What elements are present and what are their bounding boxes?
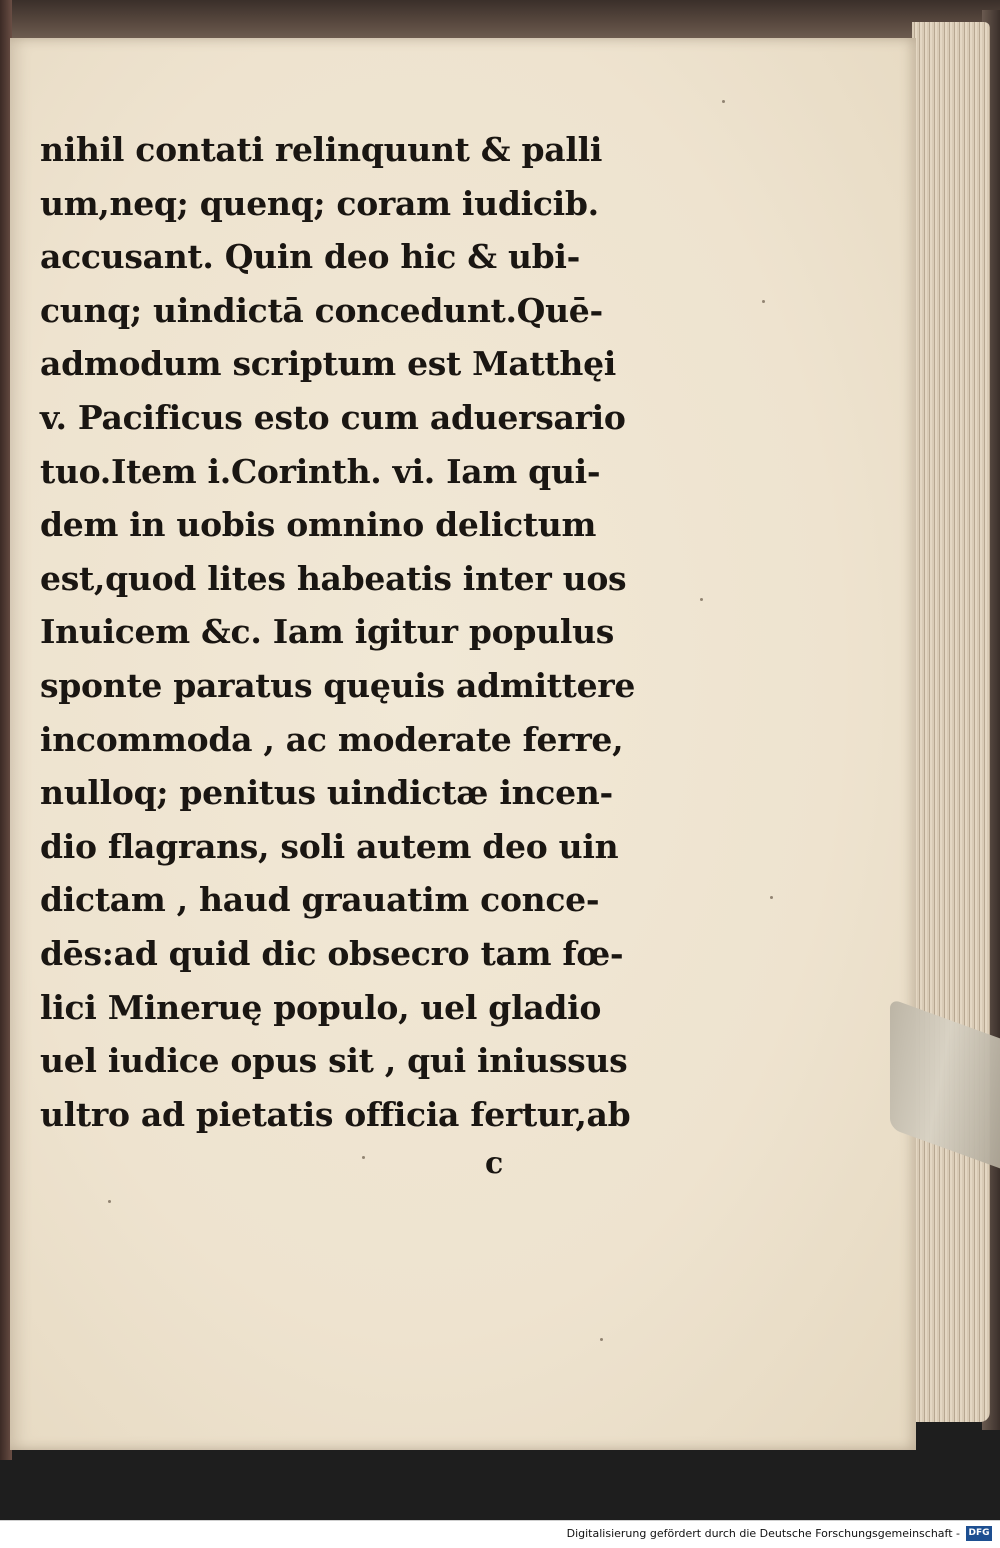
text-line: dictam , haud grauatim conce- [40,880,600,920]
text-line: accusant. Quin deo hic & ubi- [40,237,581,277]
book-page [10,38,916,1450]
paper-speck [722,100,725,103]
paper-speck [770,896,773,899]
paper-speck [600,1338,603,1341]
text-line: nihil contati relinquunt & palli [40,130,603,169]
paper-speck [762,300,765,303]
text-line: incommoda , ac moderate ferre, [40,719,624,759]
digitization-footer [0,1520,1000,1548]
text-line: cunq; uindictā concedunt.Quē- [40,290,603,330]
text-line: dem in uobis omnino delictum [40,505,597,545]
text-line: um,neq; quenq; coram iudicib. [40,183,599,223]
text-line: dēs:ad quid dic obsecro tam fœ- [40,933,624,973]
funding-credit-text: Digitalisierung gefördert durch die Deutsche Forschungsgemeinschaft - [566,1527,960,1540]
text-line: ultro ad pietatis officia fertur,ab [40,1094,631,1134]
paper-speck [362,1156,365,1159]
text-line: tuo.Item i.Corinth. vi. Iam qui- [40,451,601,491]
page-text-block [40,123,650,1141]
paper-speck [700,598,703,601]
dfg-logo-icon: DFG [966,1526,992,1541]
text-line: uel iudice opus sit , qui iniussus [40,1041,628,1081]
text-line: nulloq; penitus uindictæ incen- [40,773,613,813]
signature-mark: c [485,1146,504,1181]
page-stack-edge [912,22,990,1422]
book-cover-top-edge [0,0,1000,40]
text-line: Inuicem &c. Iam igitur populus [40,612,615,652]
text-line: v. Pacificus esto cum aduersario [40,397,626,437]
text-line: admodum scriptum est Matthęi [40,344,616,384]
text-line: est,quod lites habeatis inter uos [40,558,627,598]
text-line: dio flagrans, soli autem deo uin [40,826,619,866]
text-line: lici Mineruę populo, uel gladio [40,987,602,1027]
paper-speck [108,1200,111,1203]
text-line: sponte paratus quęuis admittere [40,665,636,705]
